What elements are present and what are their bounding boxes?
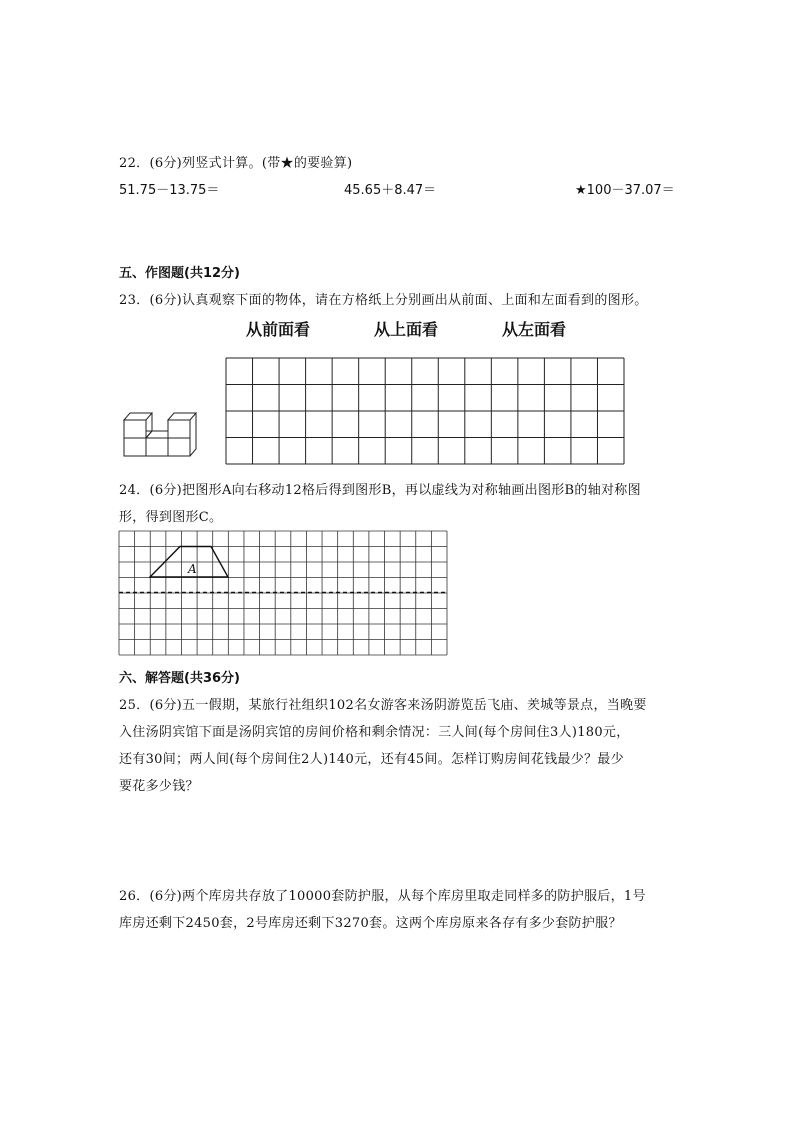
q24-grid bbox=[119, 531, 447, 655]
q25-line-3: 还有30间；两人间(每个房间住2人)140元，还有45间。怎样订购房间花钱最少？最少 bbox=[119, 752, 624, 767]
section-6-title: 六、解答题(共36分) bbox=[119, 671, 240, 686]
q26-line-1: 26．(6分)两个库房共存放了10000套防护服，从每个库房里取走同样多的防护服后，1号 bbox=[119, 889, 646, 904]
q23-answer-grid bbox=[226, 358, 624, 464]
q23-stem: 23．(6分)认真观察下面的物体，请在方格纸上分别画出从前面、上面和左面看到的图形。 bbox=[119, 293, 648, 308]
q22-expression-3: ★100－37.07＝ bbox=[575, 183, 675, 198]
q26-line-2: 库房还剩下2450套，2号库房还剩下3270套。这两个库房原来各存有多少套防护服？ bbox=[119, 916, 622, 931]
q24-stem-line-1: 24．(6分)把图形A向右移动12格后得到图形B，再以虚线为对称轴画出图形B的轴对称图 bbox=[119, 483, 641, 498]
q25-line-1: 25．(6分)五一假期，某旅行社组织102名女游客来汤阴游览岳飞庙、羑城等景点，当晚要 bbox=[119, 698, 647, 713]
q22-expression-2: 45.65＋8.47＝ bbox=[344, 183, 437, 198]
q25-line-4: 要花多少钱？ bbox=[119, 779, 199, 794]
q25-line-2: 入住汤阴宾馆下面是汤阴宾馆的房间价格和剩余情况：三人间(每个房间住3人)180元， bbox=[119, 725, 630, 740]
q24-stem-line-2: 形，得到图形C。 bbox=[119, 510, 223, 525]
cube-stack-figure bbox=[122, 410, 202, 460]
shape-a-label: A bbox=[188, 562, 197, 576]
view-label-front: 从前面看 bbox=[246, 320, 311, 339]
q22-expression-1: 51.75－13.75＝ bbox=[119, 183, 220, 198]
section-5-title: 五、作图题(共12分) bbox=[119, 266, 240, 281]
view-label-top: 从上面看 bbox=[374, 320, 439, 339]
q22-stem: 22．(6分)列竖式计算。(带★的要验算) bbox=[119, 156, 353, 171]
view-label-left: 从左面看 bbox=[502, 320, 567, 339]
